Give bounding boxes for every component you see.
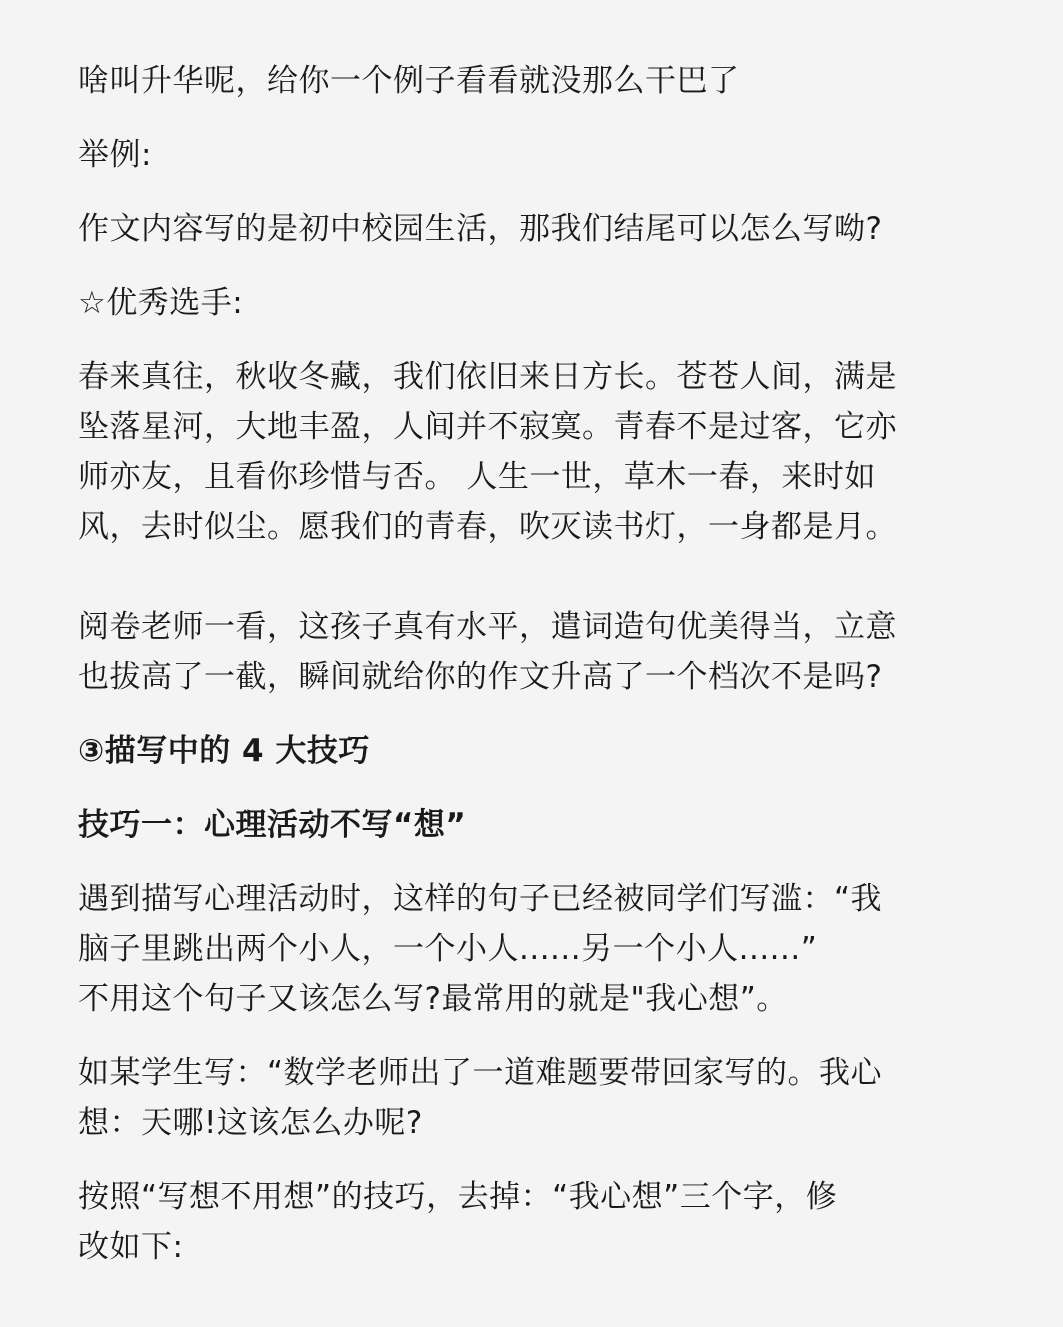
teacher-comment (78, 602, 1005, 702)
sample-line: 风，去时似尘。愿我们的青春，吹灭读书灯，一身都是月。 (78, 509, 897, 545)
tip-paragraph (78, 874, 1005, 1024)
comment-line: 也拔高了一截，瞬间就给你的作文升高了一个档次不是吗? (78, 659, 883, 695)
sample-line: 春来真往，秋收冬藏，我们依旧来日方长。苍苍人间，满是 (78, 359, 897, 395)
sample-line: 师亦友，且看你珍惜与否。 人生一世，草木一春，来时如 (78, 459, 876, 495)
revision-paragraph (78, 1172, 1005, 1272)
tip-line: 遇到描写心理活动时，这样的句子已经被同学们写滥：“我 (78, 881, 883, 917)
excellent-label: ☆优秀选手: (78, 285, 244, 321)
revision-line: 改如下: (78, 1229, 184, 1265)
comment-line: 阅卷老师一看，这孩子真有水平，遣词造句优美得当，立意 (78, 609, 897, 645)
student-line: 想：天哪!这该怎么办呢? (78, 1105, 423, 1141)
intro-text: 啥叫升华呢，给你一个例子看看就没那么干巴了 (78, 63, 740, 99)
sample-line: 坠落星河，大地丰盈，人间并不寂寞。青春不是过客，它亦 (78, 409, 897, 445)
student-example (78, 1048, 1005, 1148)
question-text: 作文内容写的是初中校园生活，那我们结尾可以怎么写呦? (78, 211, 883, 247)
tip-line: 不用这个句子又该怎么写?最常用的就是"我心想”。 (78, 981, 788, 1017)
sample-paragraph (78, 352, 1005, 552)
student-line: 如某学生写：“数学老师出了一道难题要带回家写的。我心 (78, 1055, 883, 1091)
revision-line: 按照“写想不用想”的技巧，去掉：“我心想”三个字，修 (78, 1179, 838, 1215)
section-heading: ③描写中的 4 大技巧 (78, 733, 370, 769)
tip-heading: 技巧一：心理活动不写“想” (78, 807, 467, 843)
example-label: 举例: (78, 137, 152, 173)
tip-line: 脑子里跳出两个小人，一个小人......另一个小人......” (78, 931, 818, 967)
